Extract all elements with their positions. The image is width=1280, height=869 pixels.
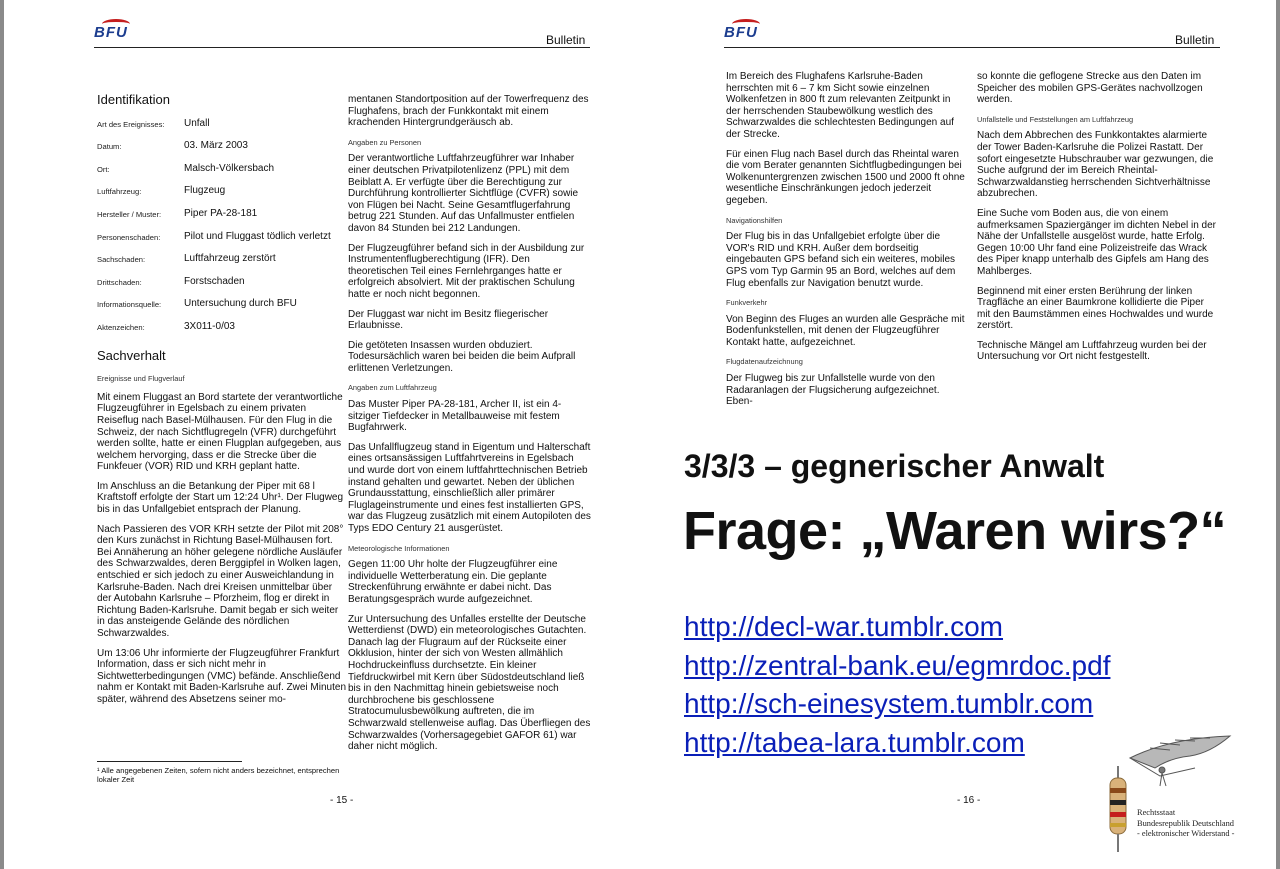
bulletin-header: Bulletin <box>546 33 586 47</box>
window-frame-left <box>0 0 4 869</box>
paragraph: so konnte die geflogene Strecke aus den Daten im Speicher des mobilen GPS-Gerätes nachvollzogen werden. <box>977 71 1203 106</box>
subsection-heading: Unfallstelle und Feststellungen am Luftfahrzeug <box>977 114 1134 124</box>
slide-title: 3/3/3 – gegnerischer Anwalt <box>684 448 1105 484</box>
id-key: Personenschaden: <box>97 232 161 242</box>
footnote-rule <box>97 761 242 762</box>
paragraph: Das Muster Piper PA-28-181, Archer II, ist ein 4-sitziger Tiefdecker in Metallbauweise mit festem Bugfahrwerk. <box>348 399 562 434</box>
id-key: Luftfahrzeug: <box>97 187 142 197</box>
identification-table <box>97 118 347 344</box>
subsection-heading: Angaben zum Luftfahrzeug <box>348 383 437 393</box>
sachverhalt-text <box>97 392 347 706</box>
paragraph: Nach Passieren des VOR KRH setzte der Pilot mit 208° den Kurs zunächst in Richtung Basel-Mülhausen fort. Bei Annäherung an höher gelegene nördliche Ausläufer des Schwarzwaldes, deren Berggipfel in Wolken lagen, entschied er sich jedoch zu einer Ausweichlandung in Karlsruhe-Baden. Nach drei Kreisen unmittelbar über der Autobahn Karlsruhe – Pforzheim, flog er direkt in Richtung Baden-Karlsruhe. Damit begab er sich weiter in das ansteigende Gelände des nördlichen Schwarzwaldes. <box>97 523 344 639</box>
link-3[interactable]: http://sch-einesystem.tumblr.com <box>684 688 1094 719</box>
id-row <box>97 231 347 254</box>
id-value: Unfall <box>184 117 210 129</box>
id-key: Aktenzeichen: <box>97 322 145 332</box>
paragraph: Der Flugzeugführer befand sich in der Ausbildung zur Instrumentenflugberechtigung (IFR). Den theoretischen Teil eines Fernlehrganges hatte er erfolgreich absolviert. Mit der praktischen Schulung hatte er noch nicht begonnen. <box>348 242 585 300</box>
paragraph: Der Flug bis in das Unfallgebiet erfolgte über die VOR's RID und KRH. Außer dem bordseitig eingebauten GPS befand sich ein weiteres, mobiles GPS vom Typ Garmin 95 an Bord, welches auf dem Flug ebenfalls zur Navigation benutzt wurde. <box>726 231 956 289</box>
id-key: Hersteller / Muster: <box>97 209 162 219</box>
id-value: Luftfahrzeug zerstört <box>184 253 276 265</box>
id-value: Untersuchung durch BFU <box>184 298 297 310</box>
document-page-15 <box>80 0 610 869</box>
link-list <box>684 608 1110 762</box>
footnote: ¹ Alle angegebenen Zeiten, sofern nicht anders bezeichnet, entsprechen lokaler Zeit <box>97 766 340 784</box>
link-2[interactable]: http://zentral-bank.eu/egmrdoc.pdf <box>684 649 1111 681</box>
slide-question: Frage: „Waren wirs?“ <box>683 501 1227 561</box>
header-rule <box>94 47 590 48</box>
paragraph: Das Unfallflugzeug stand in Eigentum und Halterschaft eines ortsansässigen Luftfahrtvereins in Egelsbach und wurde dort von einem luftfahrttechnischen Betrieb instand gehalten und gewartet. Neben der üblichen Grundausstattung, einschließlich aller primärer Fluglageinstrumente und eines fest installierten GPS, war das Flugzeug zusätzlich mit einem Autopiloten des Typs EDO Century 21 ausgerüstet. <box>348 441 591 534</box>
id-row <box>97 208 347 231</box>
paragraph: Von Beginn des Fluges an wurden alle Gespräche mit Bodenfunkstellen, mit denen der Flugzeugführer Kontakt hatte, aufgezeichnet. <box>726 313 965 348</box>
paragraph: Zur Untersuchung des Unfalles erstellte der Deutsche Wetterdienst (DWD) ein meteorologisches Gutachten. Danach lag der Flugraum auf der Rückseite einer Okklusion, hinter der sich von Westen allmählich Hochdruckeinfluss durchsetzte. Ein kleiner Tiefdruckwirbel mit Kern über Südostdeutschland ließ bis in den Nachmittag hinein gebietsweise noch durchbrochene bis geschlossene Stratocumulusbewölkung auftreten, die im Schwarzwald stellenweise auflag. Das Überfliegen des Schwarzwaldes (Vorhersagegebiet GAFOR 61) war daher nicht möglich. <box>348 613 591 753</box>
id-row <box>97 118 347 141</box>
right-column-2 <box>977 71 1217 371</box>
paragraph: Technische Mängel am Luftfahrzeug wurden bei der Untersuchung vor Ort nicht festgestellt. <box>977 339 1207 363</box>
bfu-logo: BFU <box>94 24 128 41</box>
paragraph: Nach dem Abbrechen des Funkkontaktes alarmierte der Tower Baden-Karlsruhe die Polizei Rastatt. Der sofort eingesetzte Hubschrauber war gezwungen, die Suche aufgrund der im Bereich Rheintal-Schwarzwaldanstieg herrschenden Sichtverhältnisse abzubrechen. <box>977 130 1214 200</box>
bulletin-header: Bulletin <box>1175 33 1215 47</box>
paragraph: Mit einem Fluggast an Bord startete der verantwortliche Flugzeugführer in Egelsbach zu einem privaten Reiseflug nach Basel-Mülhausen. Für den Flug in die Schweiz, der nach Sichtflugregeln (VFR) durchgeführt werden sollte, hatte er einen Flugplan aufgegeben, aus welchem hervorging, dass er die Strecke über die Funkfeuer (VOR) RID und KRH geplant hatte. <box>97 391 343 473</box>
header-rule <box>724 47 1220 48</box>
id-value: 03. März 2003 <box>184 140 248 152</box>
id-key: Informationsquelle: <box>97 300 162 310</box>
subsection-heading: Navigationshilfen <box>726 215 783 225</box>
link-4[interactable]: http://tabea-lara.tumblr.com <box>684 726 1025 758</box>
id-key: Art des Ereignisses: <box>97 119 165 129</box>
emblem-caption: Rechtsstaat Bundesrepublik Deutschland - elektronischer Widerstand - <box>1137 808 1235 838</box>
page-number: - 16 - <box>957 795 981 806</box>
paragraph: mentanen Standortposition auf der Towerfrequenz des Flughafens, brach der Funkkontakt mit einem krachenden Hintergrundgeräusch ab. <box>348 94 589 129</box>
paragraph: Gegen 11:00 Uhr holte der Flugzeugführer eine individuelle Wetterberatung ein. Die geplante Streckenführung erwähnte er dabei nicht. Das Beratungsgespräch wurde aufgezeichnet. <box>348 559 558 605</box>
subsection-heading: Angaben zu Personen <box>348 137 422 147</box>
window-frame-right <box>1276 0 1280 869</box>
paragraph: Der verantwortliche Luftfahrzeugführer war Inhaber einer deutschen Privatpilotenlizenz (PPL) mit dem Beiblatt A. Er verfügte über die Berechtigung zur Durchführung kontrollierter Sichtflüge (CVFR) sowie von Flügen bei Nacht. Seine Gesamtflugerfahrung betrug 221 Stunden. Auf das Unfallmuster entfielen davon 84 Stunden bei 212 Landungen. <box>348 153 579 234</box>
paragraph: Beginnend mit einer ersten Berührung der linken Tragfläche an einer Baumkrone kollidierte die Piper mit den Baumstämmen eines Hochwaldes und wurde zerstört. <box>977 285 1214 332</box>
id-value: Flugzeug <box>184 185 226 197</box>
subsection-heading: Ereignisse und Flugverlauf <box>97 374 185 384</box>
bfu-logo: BFU <box>724 24 758 41</box>
id-key: Sachschaden: <box>97 255 146 265</box>
id-value: Forstschaden <box>184 275 245 287</box>
paragraph: Um 13:06 Uhr informierte der Flugzeugführer Frankfurt Information, dass er sich nicht mehr in Sichtwetterbedingungen (VMC) befände. Anschließend nahm er Kontakt mit Baden-Karlsruhe auf. Zwei Minuten später, während des Absetzens seiner mo- <box>97 647 347 705</box>
paragraph: Im Bereich des Flughafens Karlsruhe-Baden herrschten mit 6 – 7 km Sicht sowie einzelnen Wolkenfetzen in 800 ft zum relevanten Zeitpunkt in der herrschenden Staubewölkung westlich des Schwarzwaldes die schlechtesten Bedingungen auf der Strecke. <box>726 71 954 140</box>
sachverhalt-heading: Sachverhalt <box>97 347 166 363</box>
left-column-2 <box>348 94 591 761</box>
id-value: Malsch-Völkersbach <box>184 162 275 174</box>
id-row <box>97 185 347 208</box>
id-row <box>97 276 347 299</box>
id-key: Drittschaden: <box>97 277 142 287</box>
paragraph: Für einen Flug nach Basel durch das Rheintal waren die vom Berater genannten Sichtflugbedingungen bei Wolkenuntergrenzen zwischen 1500 und 2000 ft ohne wesentliche Einschränkungen jedoch jederzeit gegeben. <box>726 148 965 206</box>
subsection-heading: Flugdatenaufzeichnung <box>726 357 803 367</box>
paragraph: Die getöteten Insassen wurden obduziert. Todesursächlich waren bei beiden die beim Aufprall erlittenen Verletzungen. <box>348 339 576 374</box>
left-column-1 <box>97 94 347 714</box>
id-row <box>97 298 347 321</box>
paragraph: Der Flugweg bis zur Unfallstelle wurde von den Radaranlagen der Flugsicherung aufgezeichnet. Eben- <box>726 373 940 408</box>
id-row <box>97 140 347 163</box>
id-key: Ort: <box>97 164 110 174</box>
identifikation-heading: Identifikation <box>97 92 170 107</box>
id-value: Pilot und Fluggast tödlich verletzt <box>184 230 331 242</box>
id-key: Datum: <box>97 142 122 152</box>
page-number: - 15 - <box>330 795 354 806</box>
id-value: 3X011-0/03 <box>184 320 235 332</box>
id-row <box>97 321 347 344</box>
paragraph: Eine Suche vom Boden aus, die von einem aufmerksamen Spaziergänger im dichten Nebel in der Nähe der Unfallstelle ausgelöst wurde, hatte Erfolg. Gegen 10:00 Uhr fand eine Polizeistreife das Wrack des Piper knapp unterhalb des Gipfels am Hang des Mahlberges. <box>977 207 1217 277</box>
paragraph: Im Anschluss an die Betankung der Piper mit 68 l Kraftstoff erfolgte der Start um 12:24 Uhr¹. Der Flugweg bis in das Unfallgebiet entsprach der Planung. <box>97 480 344 516</box>
subsection-heading: Meteorologische Informationen <box>348 543 450 553</box>
subsection-heading: Funkverkehr <box>726 298 768 308</box>
id-value: Piper PA-28-181 <box>184 207 258 219</box>
link-1[interactable]: http://decl-war.tumblr.com <box>684 611 1004 642</box>
id-row <box>97 253 347 276</box>
id-row <box>97 163 347 186</box>
paragraph: Der Fluggast war nicht im Besitz fliegerischer Erlaubnisse. <box>348 308 549 332</box>
right-column-1 <box>726 71 966 416</box>
